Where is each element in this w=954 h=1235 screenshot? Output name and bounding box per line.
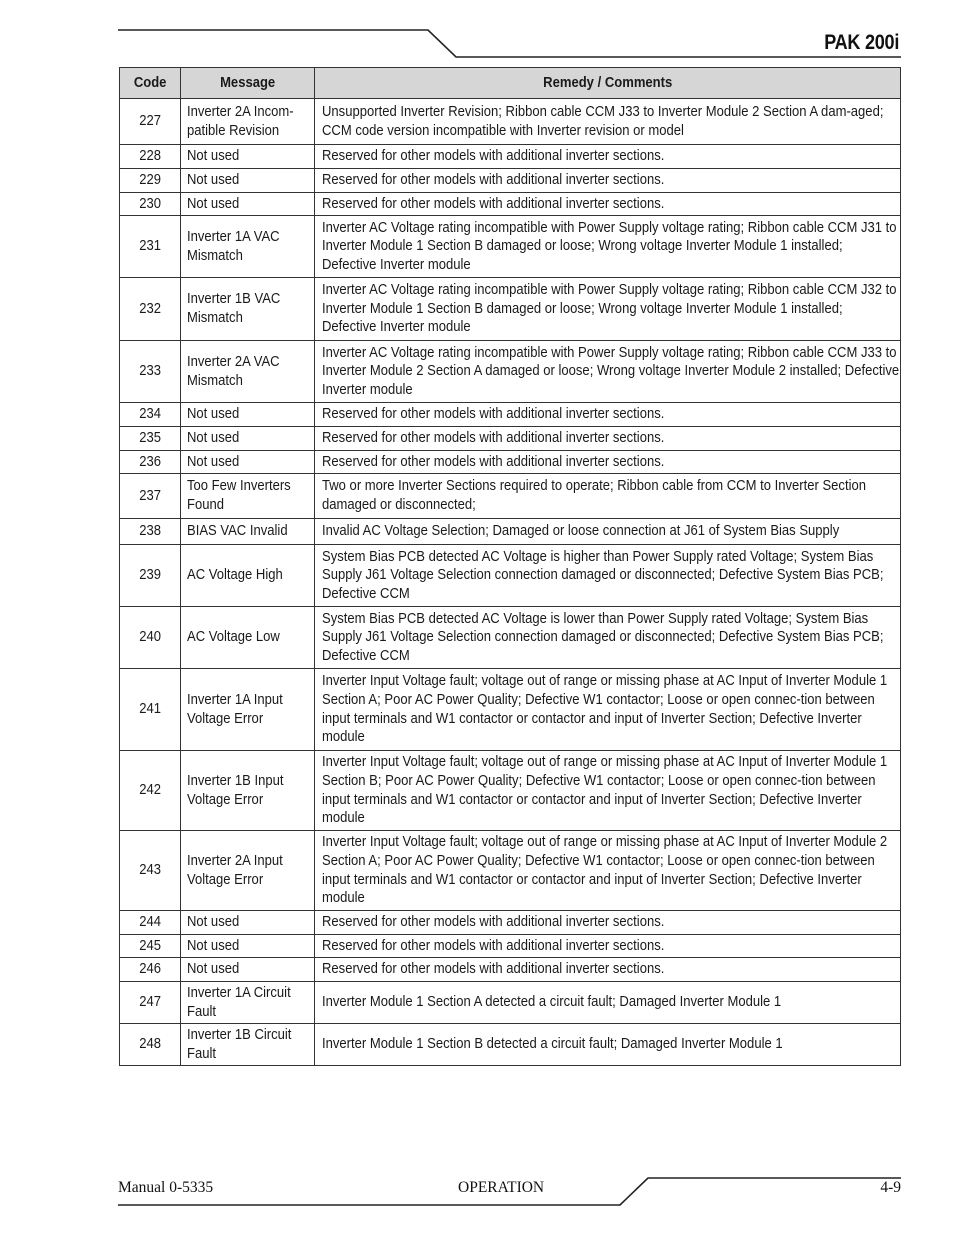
code-cell: 233 xyxy=(120,341,181,403)
page-title: PAK 200i xyxy=(824,31,899,54)
message-cell: Inverter 1A Input Voltage Error xyxy=(181,669,315,751)
column-header-remedy: Remedy / Comments xyxy=(315,68,901,99)
remedy-cell: Reserved for other models with additional inverter sections. xyxy=(315,935,901,958)
message-cell: Not used xyxy=(181,193,315,216)
table-row xyxy=(120,669,901,751)
remedy-cell: Inverter Module 1 Section A detected a circuit fault; Damaged Inverter Module 1 xyxy=(315,982,901,1024)
remedy-cell: Reserved for other models with additional inverter sections. xyxy=(315,427,901,451)
remedy-cell: Reserved for other models with additional inverter sections. xyxy=(315,193,901,216)
table-row xyxy=(120,216,901,278)
remedy-cell: Reserved for other models with additional inverter sections. xyxy=(315,403,901,427)
message-cell: Too Few Inverters Found xyxy=(181,474,315,519)
code-cell: 246 xyxy=(120,958,181,982)
remedy-cell: Reserved for other models with additional inverter sections. xyxy=(315,145,901,169)
message-cell: Not used xyxy=(181,427,315,451)
remedy-cell: System Bias PCB detected AC Voltage is lower than Power Supply rated Voltage; System Bias Supply J61 Voltage Selection connection damaged or disconnected; Defective System Bias PCB; Defective CCM xyxy=(315,607,901,669)
remedy-cell: Inverter Input Voltage fault; voltage out of range or missing phase at AC Input of Inverter Module 1 Section A; Poor AC Power Quality; Defective W1 contactor; Loose or open connec-tion between input terminals and W1 contactor or contactor and input of Inverter Section; Defective Inverter module xyxy=(315,669,901,751)
remedy-cell: Inverter Input Voltage fault; voltage out of range or missing phase at AC Input of Inverter Module 1 Section B; Poor AC Power Quality; Defective W1 contactor; Loose or open connec-tion between input terminals and W1 contactor or contactor and input of Inverter Section; Defective Inverter module xyxy=(315,751,901,831)
code-cell: 231 xyxy=(120,216,181,278)
code-cell: 229 xyxy=(120,169,181,193)
remedy-cell: Inverter Module 1 Section B detected a circuit fault; Damaged Inverter Module 1 xyxy=(315,1024,901,1066)
code-cell: 247 xyxy=(120,982,181,1024)
code-cell: 228 xyxy=(120,145,181,169)
table-row xyxy=(120,341,901,403)
message-cell: Inverter 1B Input Voltage Error xyxy=(181,751,315,831)
table-row xyxy=(120,607,901,669)
code-cell: 230 xyxy=(120,193,181,216)
table-row xyxy=(120,958,901,982)
code-cell: 235 xyxy=(120,427,181,451)
remedy-cell: Inverter AC Voltage rating incompatible with Power Supply voltage rating; Ribbon cable CCM J31 to Inverter Module 1 Section B damaged or loose; Wrong voltage Inverter Module 1 installed; Defective Inverter module xyxy=(315,216,901,278)
code-cell: 243 xyxy=(120,831,181,911)
table-row xyxy=(120,99,901,145)
code-cell: 236 xyxy=(120,451,181,474)
header-rule xyxy=(0,0,954,70)
message-cell: Inverter 2A Incom-patible Revision xyxy=(181,99,315,145)
code-cell: 227 xyxy=(120,99,181,145)
message-cell: AC Voltage High xyxy=(181,545,315,607)
message-cell: Inverter 1B VAC Mismatch xyxy=(181,278,315,341)
message-cell: AC Voltage Low xyxy=(181,607,315,669)
message-cell: Not used xyxy=(181,911,315,935)
message-cell: Inverter 2A VAC Mismatch xyxy=(181,341,315,403)
table-row xyxy=(120,451,901,474)
table-row xyxy=(120,403,901,427)
error-code-table xyxy=(119,67,901,1066)
table-row xyxy=(120,545,901,607)
table-row xyxy=(120,751,901,831)
message-cell: Inverter 1B Circuit Fault xyxy=(181,1024,315,1066)
message-cell: BIAS VAC Invalid xyxy=(181,519,315,545)
code-cell: 237 xyxy=(120,474,181,519)
message-cell: Inverter 1A Circuit Fault xyxy=(181,982,315,1024)
table-row xyxy=(120,145,901,169)
table-header-row xyxy=(120,68,901,99)
code-cell: 238 xyxy=(120,519,181,545)
table-row xyxy=(120,474,901,519)
message-cell: Not used xyxy=(181,935,315,958)
table-row xyxy=(120,1024,901,1066)
remedy-cell: Two or more Inverter Sections required to operate; Ribbon cable from CCM to Inverter Section damaged or disconnected; xyxy=(315,474,901,519)
table-row xyxy=(120,831,901,911)
remedy-cell: Invalid AC Voltage Selection; Damaged or loose connection at J61 of System Bias Supply xyxy=(315,519,901,545)
table-row xyxy=(120,935,901,958)
remedy-cell: Reserved for other models with additional inverter sections. xyxy=(315,169,901,193)
section-name: OPERATION xyxy=(458,1179,545,1196)
table-row xyxy=(120,519,901,545)
remedy-cell: Reserved for other models with additional inverter sections. xyxy=(315,911,901,935)
table-row xyxy=(120,982,901,1024)
code-cell: 240 xyxy=(120,607,181,669)
message-cell: Not used xyxy=(181,958,315,982)
code-cell: 242 xyxy=(120,751,181,831)
remedy-cell: Reserved for other models with additional inverter sections. xyxy=(315,958,901,982)
code-cell: 234 xyxy=(120,403,181,427)
remedy-cell: Inverter AC Voltage rating incompatible with Power Supply voltage rating; Ribbon cable CCM J33 to Inverter Module 2 Section A damaged or loose; Wrong voltage Inverter Module 2 installed; Defective Inverter module xyxy=(315,341,901,403)
table-row xyxy=(120,427,901,451)
column-header-code: Code xyxy=(120,68,181,99)
remedy-cell: Reserved for other models with additional inverter sections. xyxy=(315,451,901,474)
table-row xyxy=(120,911,901,935)
message-cell: Not used xyxy=(181,145,315,169)
remedy-cell: Inverter Input Voltage fault; voltage out of range or missing phase at AC Input of Inverter Module 2 Section A; Poor AC Power Quality; Defective W1 contactor; Loose or open connec-tion between input terminals and W1 contactor or contactor and input of Inverter Section; Defective Inverter module xyxy=(315,831,901,911)
remedy-cell: Unsupported Inverter Revision; Ribbon cable CCM J33 to Inverter Module 2 Section A dam-aged; CCM code version incompatible with Inverter revision or model xyxy=(315,99,901,145)
column-header-message: Message xyxy=(181,68,315,99)
table-row xyxy=(120,193,901,216)
code-cell: 239 xyxy=(120,545,181,607)
manual-number: Manual 0-5335 xyxy=(118,1179,214,1196)
remedy-cell: Inverter AC Voltage rating incompatible with Power Supply voltage rating; Ribbon cable CCM J32 to Inverter Module 1 Section B damaged or loose; Wrong voltage Inverter Module 1 installed; Defective Inverter module xyxy=(315,278,901,341)
table-row xyxy=(120,169,901,193)
table-row xyxy=(120,278,901,341)
message-cell: Not used xyxy=(181,451,315,474)
code-cell: 248 xyxy=(120,1024,181,1066)
message-cell: Inverter 1A VAC Mismatch xyxy=(181,216,315,278)
page-number: 4-9 xyxy=(880,1179,901,1196)
remedy-cell: System Bias PCB detected AC Voltage is higher than Power Supply rated Voltage; System Bias Supply J61 Voltage Selection connection damaged or disconnected; Defective System Bias PCB; Defective CCM xyxy=(315,545,901,607)
code-cell: 232 xyxy=(120,278,181,341)
code-cell: 245 xyxy=(120,935,181,958)
message-cell: Not used xyxy=(181,403,315,427)
code-cell: 244 xyxy=(120,911,181,935)
message-cell: Not used xyxy=(181,169,315,193)
code-cell: 241 xyxy=(120,669,181,751)
message-cell: Inverter 2A Input Voltage Error xyxy=(181,831,315,911)
